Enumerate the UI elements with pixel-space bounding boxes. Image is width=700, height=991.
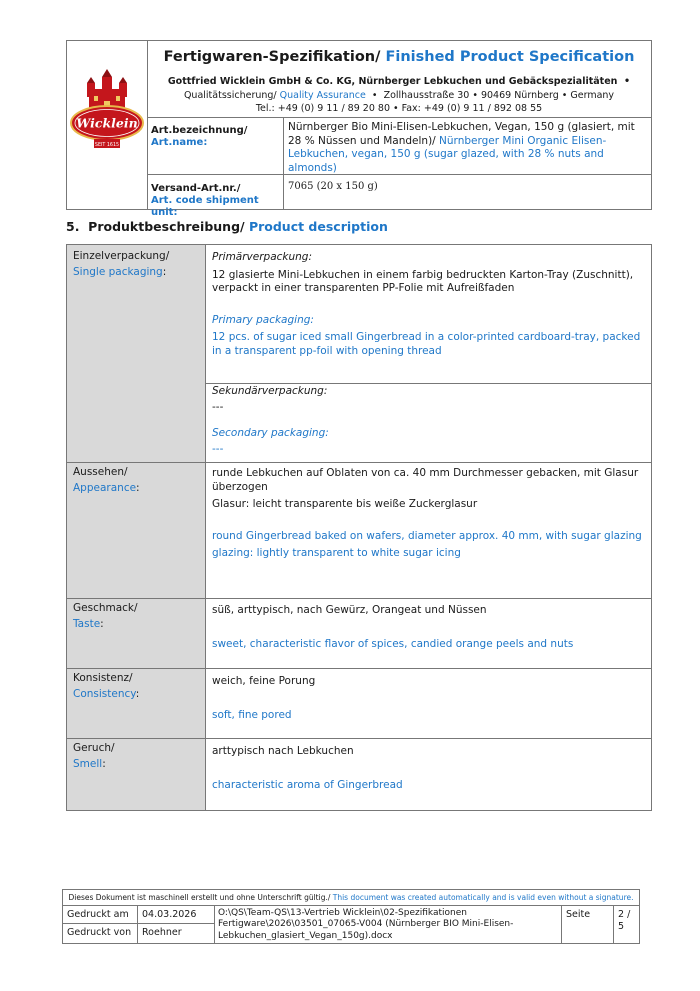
label-packaging: Einzelverpackung/ Single packaging: xyxy=(73,250,170,278)
printed-on-date: 04.03.2026 xyxy=(142,909,197,920)
article-name-label: Art.bezeichnung/ Art.name: xyxy=(151,125,248,148)
auto-generated-note: Dieses Dokument ist maschinell erstellt und ohne Unterschrift gültig./ This document was created automatically and is valid even without a signature. xyxy=(63,890,639,906)
primary-packaging: Primärverpackung: 12 glasierte Mini-Lebkuchen in einem farbig bedruckten Karton-Tray (Zuschnitt), verpackt in einer transparenten PP-Folie mit Aufreißfaden Primary packaging: 12 pcs. of sugar iced small Gingerbread in a color-printed cardboard-tray, packed in a transparent pp-foil with opening thread xyxy=(212,251,641,357)
shipment-code-label: Versand-Art.nr./ Art. code shipment unit: xyxy=(151,183,259,218)
label-appearance: Aussehen/ Appearance: xyxy=(73,466,140,494)
shipment-code-row xyxy=(147,174,651,218)
page-label: Seite xyxy=(566,909,591,920)
product-description-table xyxy=(66,244,652,811)
shipment-code-value: 7065 (20 x 150 g) xyxy=(288,181,378,192)
label-taste: Geschmack/ Taste: xyxy=(73,602,138,630)
title-en: Finished Product Specification xyxy=(385,49,635,65)
consistency-text: weich, feine Porung soft, fine pored xyxy=(212,675,316,721)
appearance-text: runde Lebkuchen auf Oblaten von ca. 40 mm Durchmesser gebacken, mit Glasur überzogen Glasur: leicht transparente bis weiße Zuckerglasur round Gingerbread baked on wafers, diameter approx. 40 mm, with sugar glazing glazing: lightly transparent to white sugar icing xyxy=(212,467,642,559)
company-name: Gottfried Wicklein GmbH & Co. KG, Nürnberger Lebkuchen und Gebäckspezialitäten xyxy=(167,76,618,87)
phone-line xyxy=(149,103,649,114)
logo-cell xyxy=(67,41,148,209)
company-address: Zollhausstraße 30 • 90469 Nürnberg • Germany xyxy=(383,90,615,101)
logo-since: SEIT 1615 xyxy=(94,143,120,148)
printed-on-label: Gedruckt am xyxy=(67,909,129,920)
quality-assurance: Quality Assurance xyxy=(279,90,366,101)
title-de: Fertigwaren-Spezifikation/ xyxy=(163,49,386,65)
document-footer xyxy=(62,889,640,944)
page-title xyxy=(149,49,649,65)
secondary-packaging: Sekundärverpackung: --- Secondary packaging: --- xyxy=(212,385,329,455)
label-consistency: Konsistenz/ Consistency: xyxy=(73,672,140,700)
article-name-row xyxy=(147,117,651,175)
phone-fax: Tel.: +49 (0) 9 11 / 89 20 80 • Fax: +49 (0) 9 11 / 892 08 55 xyxy=(255,103,543,114)
taste-text: süß, arttypisch, nach Gewürz, Orangeat und Nüssen sweet, characteristic flavor of spices, candied orange peels and nuts xyxy=(212,604,574,650)
wicklein-logo xyxy=(67,41,147,209)
document-header xyxy=(66,40,652,218)
section-title: 5. Produktbeschreibung/ Product description xyxy=(66,219,388,234)
printed-by-user: Roehner xyxy=(142,927,182,938)
label-smell: Geruch/ Smell: xyxy=(73,742,115,770)
logo-wordmark: Wicklein xyxy=(76,115,138,131)
company-line: Gottfried Wicklein GmbH & Co. KG, Nürnberger Lebkuchen und Gebäckspezialitäten • xyxy=(167,76,631,87)
file-path: O:\QS\Team-QS\13-Vertrieb Wicklein\02-Spezifikationen Fertigware\2026\03501_07065-V004 (Nürnberger BIO Mini-Elisen-Lebkuchen_glasiert_Vegan_150g).docx xyxy=(218,908,514,941)
smell-text: arttypisch nach Lebkuchen characteristic aroma of Gingerbread xyxy=(212,745,403,791)
address-line: Qualitätssicherung/ Quality Assurance • Zollhausstraße 30 • 90469 Nürnberg • Germany xyxy=(183,90,615,101)
page-number: 2 / 5 xyxy=(618,909,631,932)
article-name-value: Nürnberger Bio Mini-Elisen-Lebkuchen, Vegan, 150 g (glasiert, mit 28 % Nüssen und Mandeln)/ Nürnberger Mini Organic Elisen-Lebkuchen, vegan, 150 g (sugar glazed, with 28 % nuts and almonds) xyxy=(288,121,635,174)
printed-by-label: Gedruckt von xyxy=(67,927,132,938)
